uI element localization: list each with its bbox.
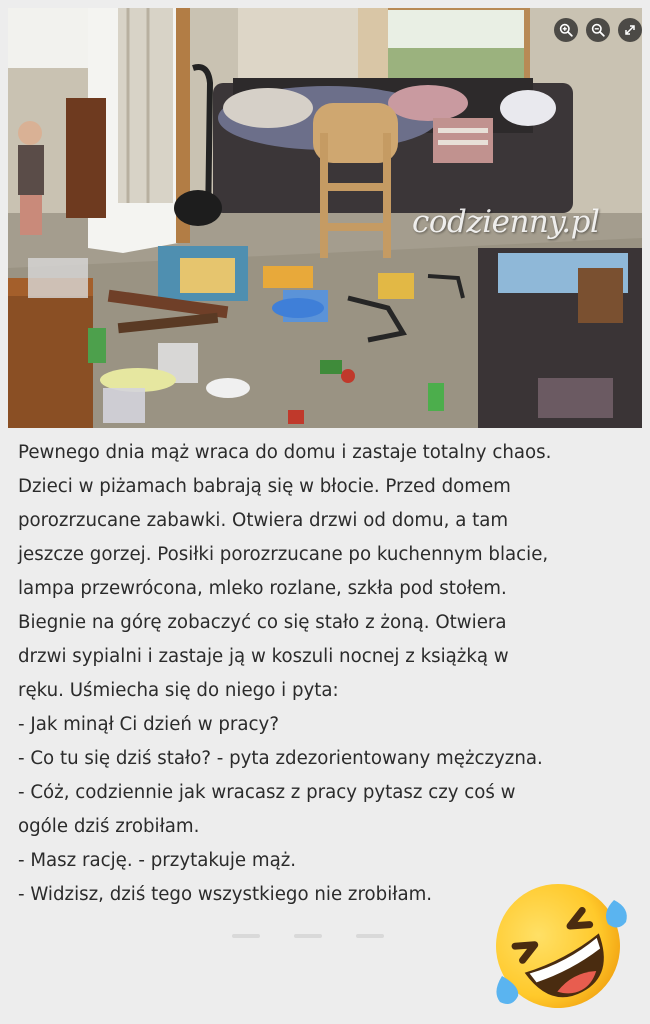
divider-dash (294, 934, 322, 938)
divider-dash (232, 934, 260, 938)
zoom-in-icon (559, 23, 573, 37)
divider-dash (356, 934, 384, 938)
zoom-out-icon (591, 23, 605, 37)
rolling-on-floor-laughing-icon (490, 880, 630, 1010)
story-line: - Widzisz, dziś tego wszystkiego nie zrobiłam. (18, 884, 433, 905)
zoom-in-button[interactable] (554, 18, 578, 42)
story-line: Pewnego dnia mąż wraca do domu i zastaje totalny chaos. (18, 442, 552, 463)
story-text (18, 436, 636, 912)
expand-icon (623, 23, 637, 37)
story-line: Biegnie na górę zobaczyć co się stało z żoną. Otwiera (18, 612, 507, 633)
story-line: - Cóż, codziennie jak wracasz z pracy pytasz czy coś w (18, 782, 516, 803)
story-line: lampa przewrócona, mleko rozlane, szkła pod stołem. (18, 578, 507, 599)
watermark: codzienny.pl (412, 204, 600, 240)
story-line: - Jak minął Ci dzień w pracy? (18, 714, 279, 735)
zoom-out-button[interactable] (586, 18, 610, 42)
story-line: Dzieci w piżamach babrają się w błocie. Przed domem (18, 476, 511, 497)
story-line: ręku. Uśmiecha się do niego i pyta: (18, 680, 339, 701)
expand-button[interactable] (618, 18, 642, 42)
story-line: porozrzucane zabawki. Otwiera drzwi od domu, a tam (18, 510, 509, 531)
story-line: ogóle dziś zrobiłam. (18, 816, 200, 837)
faded-divider (232, 934, 384, 938)
story-line: - Co tu się dziś stało? - pyta zdezorientowany mężczyzna. (18, 748, 543, 769)
story-photo[interactable] (8, 8, 642, 428)
story-line: drzwi sypialni i zastaje ją w koszuli nocnej z książką w (18, 646, 509, 667)
story-line: jeszcze gorzej. Posiłki porozrzucane po kuchennym blacie, (18, 544, 549, 565)
image-zoom-controls (554, 18, 642, 42)
story-line: - Masz rację. - przytakuje mąż. (18, 850, 297, 871)
